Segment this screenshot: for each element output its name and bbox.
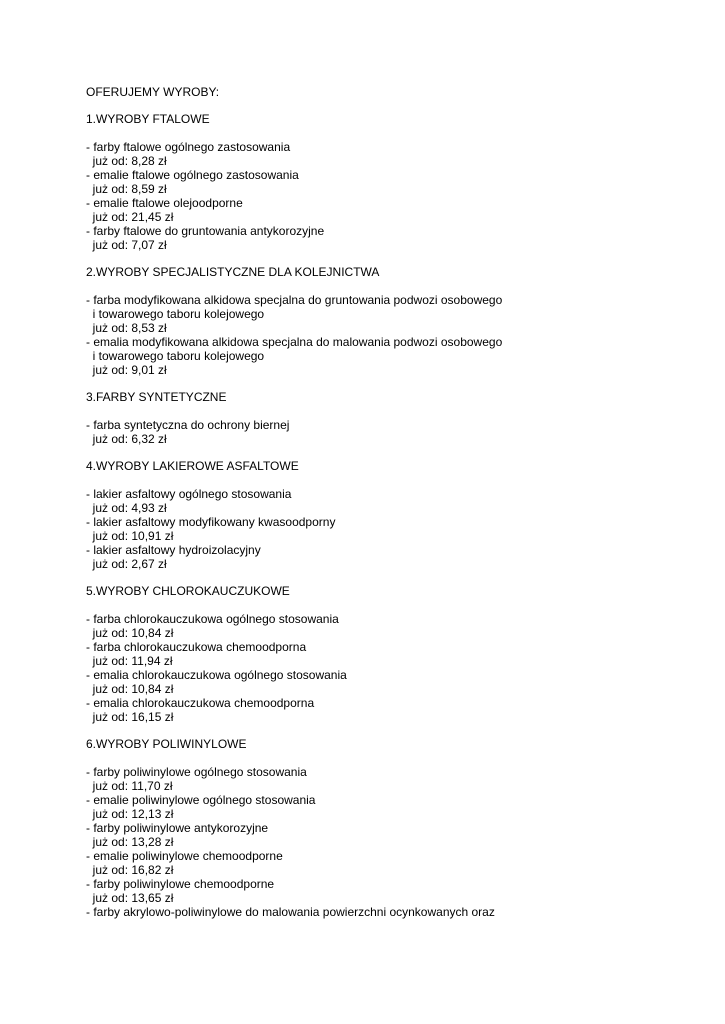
- product-description: - farby poliwinylowe chemoodporne: [86, 877, 275, 891]
- product-item: [86, 612, 686, 640]
- product-description: - farby poliwinylowe antykorozyjne: [86, 821, 269, 835]
- product-description: - farby poliwinylowe ogólnego stosowania: [86, 765, 307, 779]
- product-price: już od: 9,01 zł: [86, 363, 167, 377]
- product-price: już od: 6,32 zł: [86, 432, 167, 446]
- product-item: [86, 640, 686, 668]
- product-item: [86, 765, 686, 793]
- product-description: - emalie poliwinylowe chemoodporne: [86, 849, 283, 863]
- section: [86, 459, 686, 571]
- product-description: - emalia chlorokauczukowa chemoodporna: [86, 696, 315, 710]
- product-description: - farby ftalowe do gruntowania antykorozyjne: [86, 224, 325, 238]
- product-item: [86, 168, 686, 196]
- product-list: [86, 765, 686, 919]
- product-price: już od: 8,59 zł: [86, 182, 167, 196]
- product-price: już od: 16,82 zł: [86, 863, 174, 877]
- product-description: - farba chlorokauczukowa ogólnego stosowania: [86, 612, 339, 626]
- product-description: - lakier asfaltowy modyfikowany kwasoodporny: [86, 515, 336, 529]
- product-price: już od: 13,65 zł: [86, 891, 174, 905]
- product-price: już od: 10,91 zł: [86, 529, 174, 543]
- product-description: - lakier asfaltowy ogólnego stosowania: [86, 487, 292, 501]
- product-item: [86, 487, 686, 515]
- section: [86, 265, 686, 377]
- section: [86, 390, 686, 446]
- product-description: - farba syntetyczna do ochrony biernej: [86, 418, 290, 432]
- product-item: [86, 140, 686, 168]
- section-title: 2.WYROBY SPECJALISTYCZNE DLA KOLEJNICTWA: [86, 265, 380, 279]
- product-description: - emalia modyfikowana alkidowa specjalna do malowania podwozi osobowego: [86, 335, 503, 349]
- product-item: [86, 849, 686, 877]
- product-item: [86, 696, 686, 724]
- product-price: już od: 16,15 zł: [86, 710, 174, 724]
- product-price: już od: 13,28 zł: [86, 835, 174, 849]
- product-item: [86, 905, 686, 919]
- product-price: już od: 11,70 zł: [86, 779, 173, 793]
- section: [86, 584, 686, 724]
- product-description: - farby ftalowe ogólnego zastosowania: [86, 140, 291, 154]
- product-description: - emalie poliwinylowe ogólnego stosowania: [86, 793, 316, 807]
- product-price: już od: 10,84 zł: [86, 682, 174, 696]
- product-item: [86, 418, 686, 446]
- section-title: 3.FARBY SYNTETYCZNE: [86, 390, 227, 404]
- product-item: [86, 515, 686, 543]
- product-price: już od: 10,84 zł: [86, 626, 174, 640]
- product-list: [86, 140, 686, 252]
- product-price: już od: 4,93 zł: [86, 501, 167, 515]
- product-item: [86, 821, 686, 849]
- product-description: - farba chlorokauczukowa chemoodporna: [86, 640, 307, 654]
- product-description: i towarowego taboru kolejowego: [86, 349, 265, 363]
- product-description: - emalie ftalowe olejoodporne: [86, 196, 243, 210]
- section-title: 1.WYROBY FTALOWE: [86, 112, 210, 126]
- product-item: [86, 293, 686, 335]
- product-item: [86, 196, 686, 224]
- product-description: - emalia chlorokauczukowa ogólnego stosowania: [86, 668, 347, 682]
- product-list: [86, 487, 686, 571]
- product-list: [86, 418, 686, 446]
- product-list: [86, 612, 686, 724]
- section-title: 6.WYROBY POLIWINYLOWE: [86, 737, 247, 751]
- document-page: [86, 85, 686, 919]
- product-price: już od: 12,13 zł: [86, 807, 174, 821]
- product-item: [86, 793, 686, 821]
- section-title: 4.WYROBY LAKIEROWE ASFALTOWE: [86, 459, 299, 473]
- product-item: [86, 335, 686, 377]
- product-price: już od: 8,53 zł: [86, 321, 167, 335]
- product-list: [86, 293, 686, 377]
- product-item: [86, 224, 686, 252]
- product-description: - emalie ftalowe ogólnego zastosowania: [86, 168, 299, 182]
- section: [86, 112, 686, 252]
- product-description: - farba modyfikowana alkidowa specjalna do gruntowania podwozi osobowego: [86, 293, 503, 307]
- product-price: już od: 8,28 zł: [86, 154, 167, 168]
- section: [86, 737, 686, 919]
- section-title: 5.WYROBY CHLOROKAUCZUKOWE: [86, 584, 290, 598]
- product-item: [86, 543, 686, 571]
- product-price: już od: 7,07 zł: [86, 238, 167, 252]
- product-description: - farby akrylowo-poliwinylowe do malowania powierzchni ocynkowanych oraz: [86, 905, 495, 919]
- product-price: już od: 11,94 zł: [86, 654, 173, 668]
- sections-container: [86, 112, 686, 919]
- product-description: - lakier asfaltowy hydroizolacyjny: [86, 543, 261, 557]
- document-heading: OFERUJEMY WYROBY:: [86, 85, 220, 99]
- product-item: [86, 668, 686, 696]
- product-item: [86, 877, 686, 905]
- product-price: już od: 21,45 zł: [86, 210, 174, 224]
- product-price: już od: 2,67 zł: [86, 557, 167, 571]
- product-description: i towarowego taboru kolejowego: [86, 307, 265, 321]
